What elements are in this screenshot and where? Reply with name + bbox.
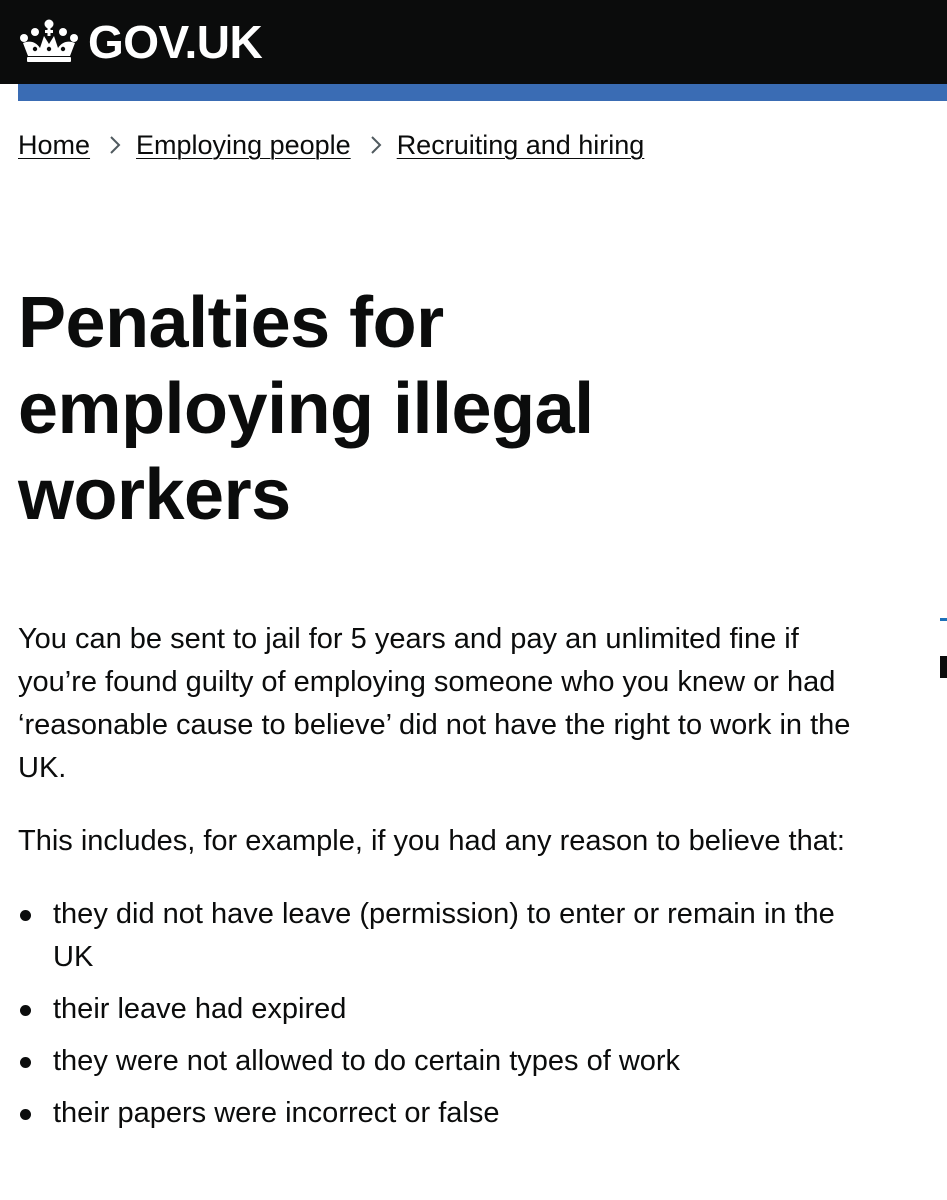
list-item: their leave had expired bbox=[18, 988, 868, 1031]
related-content-sidebar-cropped bbox=[938, 618, 947, 848]
list-item: their papers were incorrect or false bbox=[18, 1092, 868, 1135]
related-top-rule bbox=[940, 618, 947, 621]
page-title: Penalties for employing illegal workers bbox=[18, 283, 594, 535]
header-accent-bar bbox=[18, 84, 947, 101]
crown-icon bbox=[18, 18, 80, 66]
includes-paragraph: This includes, for example, if you had any reason to believe that: bbox=[18, 825, 845, 857]
chevron-right-icon bbox=[108, 134, 122, 156]
govuk-logo-link[interactable] bbox=[18, 10, 262, 74]
list-item: they were not allowed to do certain types of work bbox=[18, 1040, 868, 1083]
logo-text: GOV.UK bbox=[88, 16, 263, 68]
reasons-list bbox=[18, 893, 878, 1135]
breadcrumb-link-home[interactable]: Home bbox=[18, 129, 91, 160]
breadcrumb bbox=[18, 125, 644, 165]
chevron-right-icon bbox=[369, 134, 383, 156]
site-header bbox=[0, 0, 947, 84]
breadcrumb-link-recruiting-and-hiring[interactable]: Recruiting and hiring bbox=[396, 129, 645, 160]
main-content bbox=[18, 618, 878, 1144]
related-heading-cropped bbox=[940, 656, 947, 678]
intro-paragraph: You can be sent to jail for 5 years and pay an unlimited fine if you’re found guilty of employing someone who you knew or had ‘reasonable cause to believe’ did not have the right to work in the UK. bbox=[18, 623, 851, 784]
list-item: they did not have leave (permission) to enter or remain in the UK bbox=[18, 893, 868, 979]
breadcrumb-link-employing-people[interactable]: Employing people bbox=[136, 129, 351, 160]
